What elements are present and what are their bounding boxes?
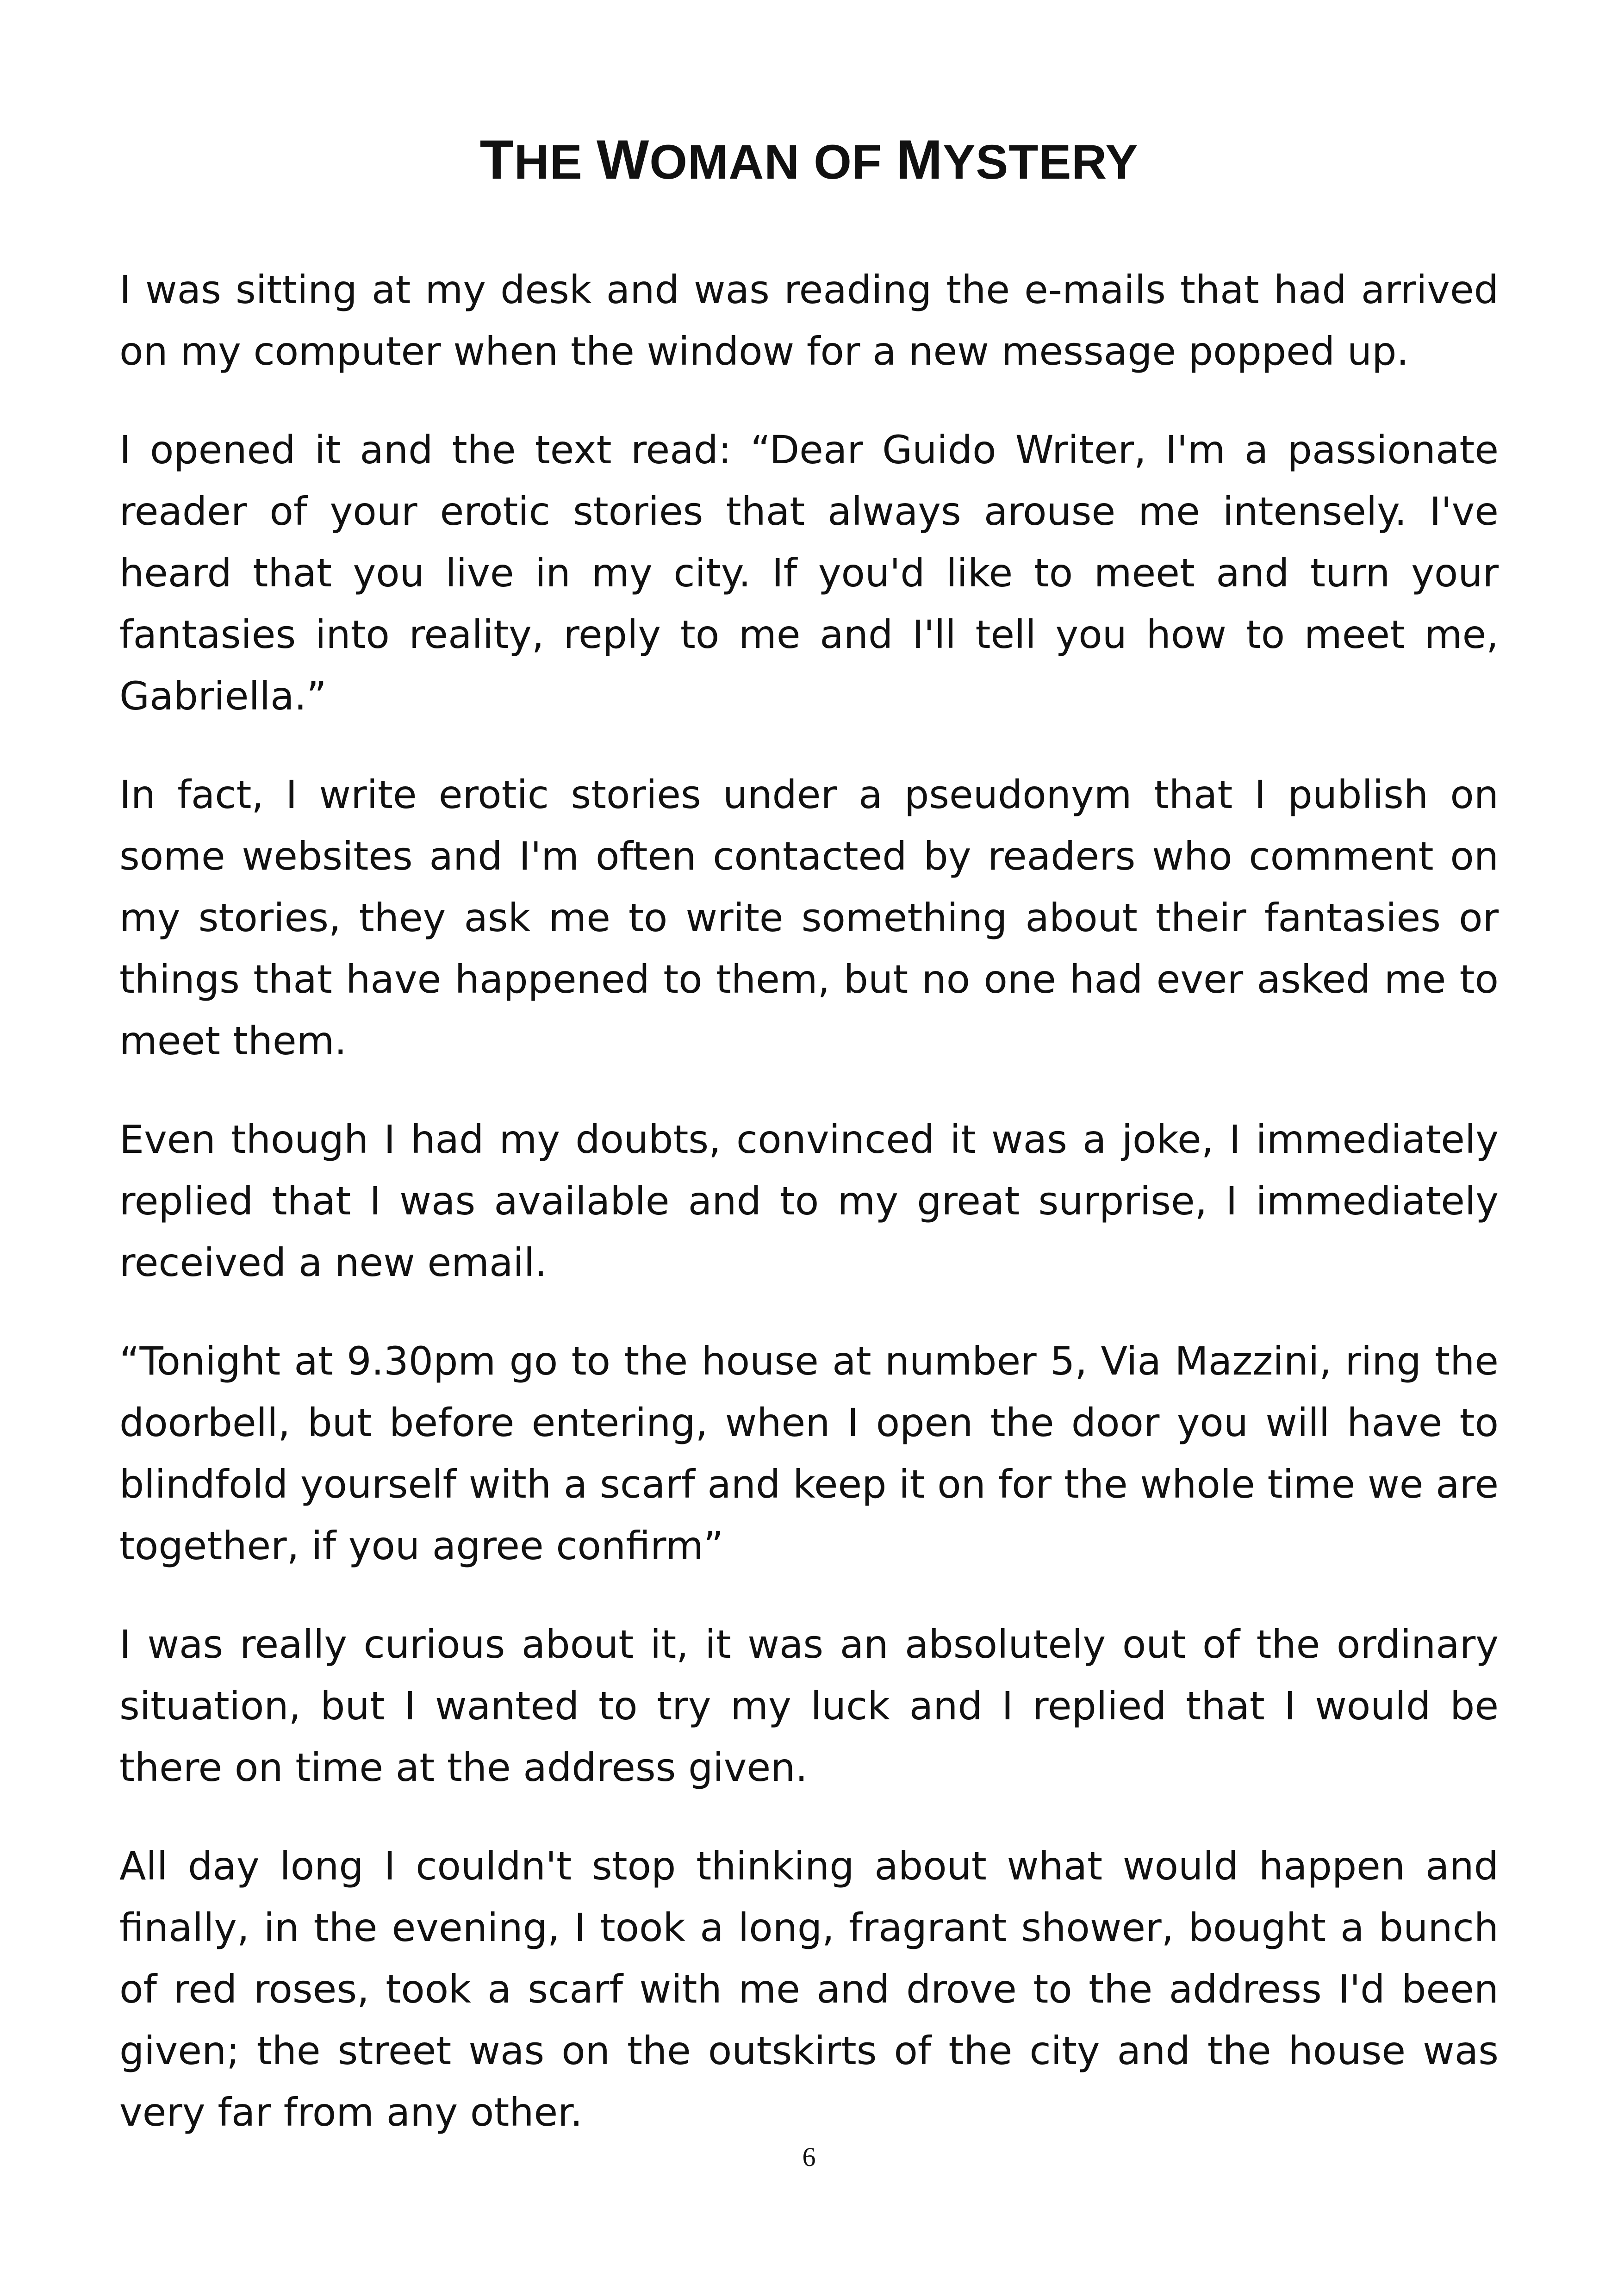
paragraph: In fact, I write erotic stories under a pseudonym that I publish on some websites and I'm often contacted by readers who comment on my stories, they ask me to write something about their fantasies or things that have happened to them, but no one had ever asked me to meet them.	[119, 772, 1499, 1064]
paragraph: I was sitting at my desk and was reading the e-mails that had arrived on my computer when the window for a new message popped up.	[119, 267, 1499, 374]
paragraph: I was really curious about it, it was an absolutely out of the ordinary situation, but I wanted to try my luck and I replied that I would be there on time at the address given.	[119, 1622, 1499, 1790]
paragraph: Even though I had my doubts, convinced it was a joke, I immediately replied that I was available and to my great surprise, I immediately received a new email.	[119, 1117, 1499, 1285]
paragraph: I opened it and the text read: “Dear Guido Writer, I'm a passionate reader of your erotic stories that always arouse me intensely. I've heard that you live in my city. If you'd like to meet and turn your fantasies into reality, reply to me and I'll tell you how to meet me, Gabriella.”	[119, 427, 1499, 719]
paragraph: All day long I couldn't stop thinking about what would happen and finally, in the evening, I took a long, fragrant shower, bought a bunch of red roses, took a scarf with me and drove to the address I'd been given; the street was on the outskirts of the city and the house was very far from any other.	[119, 1843, 1499, 2135]
body-text	[119, 259, 1499, 2180]
page-number: 6	[802, 2142, 816, 2172]
paragraph: “Tonight at 9.30pm go to the house at number 5, Via Mazzini, ring the doorbell, but before entering, when I open the door you will have to blindfold yourself with a scarf and keep it on for the whole time we are together, if you agree confirm”	[119, 1338, 1499, 1568]
chapter-title: THE WOMAN OF MYSTERY	[479, 129, 1139, 191]
